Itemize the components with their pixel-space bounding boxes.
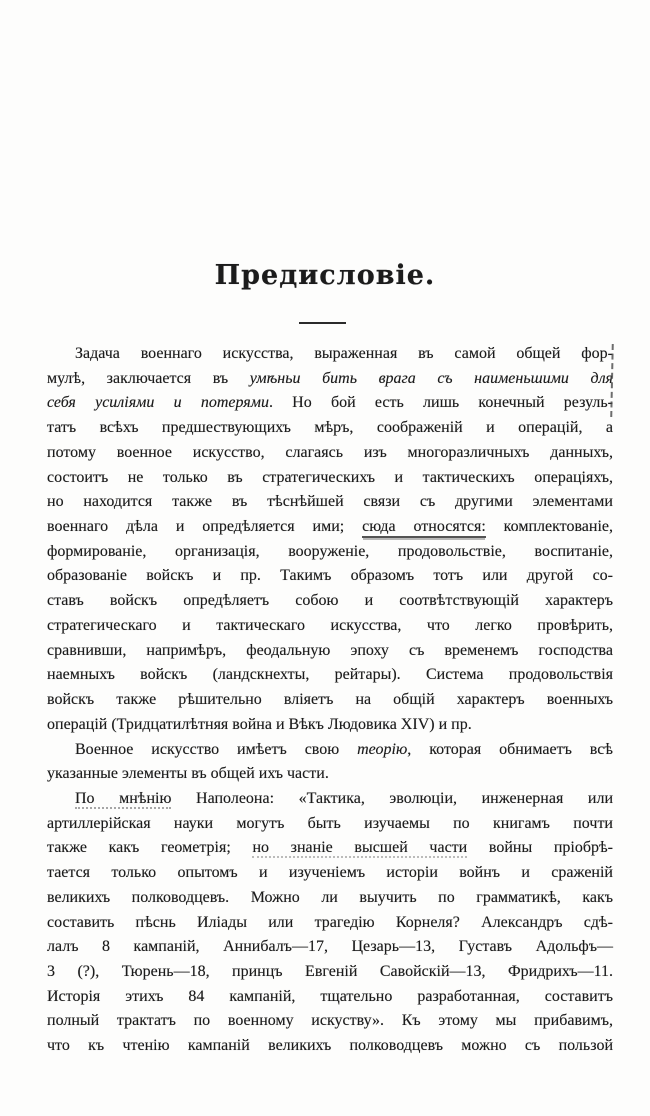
text-line — [47, 416, 613, 441]
text-segment: военнаго дѣла и опредѣляется ими; — [47, 518, 363, 536]
page-title: Предисловіе. — [214, 260, 436, 291]
text-line — [47, 1009, 613, 1034]
text-line — [47, 787, 613, 812]
text-segment: лалъ 8 кампаній, Аннибалъ—17, Цезарь—13, Густавъ Адольфъ— — [47, 938, 613, 956]
text-segment: Наполеона: «Тактика, эволюціи, инженерная или — [171, 789, 614, 807]
text-line — [47, 639, 613, 664]
text-segment: что къ чтенію кампаній великихъ полководцевъ можно съ пользой — [47, 1037, 613, 1055]
title-divider — [299, 322, 346, 324]
text-line — [47, 738, 613, 763]
text-segment: составить пѣснь Иліады или трагедію Корнеля? Александръ сдѣ- — [47, 913, 613, 931]
text-segment: Исторія этихъ 84 кампаній, тщательно разработанная, составитъ — [47, 987, 613, 1005]
text-segment: мулѣ, заключается въ — [47, 369, 250, 387]
text-segment: наемныхъ войскъ (ландскнехты, рейтары). Система продовольствія — [47, 666, 613, 684]
text-segment: 3 (?), Тюрень—18, принцъ Евгеній Савойскій—13, Фридрихъ—11. — [47, 962, 613, 980]
text-segment: Военное искусство имѣетъ свою — [75, 740, 358, 758]
text-segment: войскъ также рѣшительно вліяетъ на общій характеръ военныхъ — [47, 691, 613, 709]
text-line — [47, 490, 613, 515]
text-segment: . Но бой есть лишь конечный резуль- — [268, 394, 613, 412]
text-segment: комплектованіе, — [485, 518, 614, 536]
text-line — [47, 713, 613, 738]
pencil-marked-text: По мнѣнію — [75, 789, 172, 807]
text-segment: указанные элементы въ общей ихъ части. — [47, 765, 329, 783]
text-line — [47, 367, 613, 392]
text-line — [47, 762, 613, 787]
text-line — [47, 886, 613, 911]
pencil-marked-text: но знаніе высшей части — [252, 839, 468, 857]
pencil-margin-mark-icon — [610, 344, 614, 417]
text-line — [47, 960, 613, 985]
text-line — [47, 391, 613, 416]
text-segment: тается только опытомъ и изученіемъ исторіи войнъ и сраженій — [47, 864, 613, 882]
text-segment: Задача военнаго искусства, выраженная въ самой общей фор- — [75, 345, 613, 362]
text-segment: артиллерійская науки могутъ быть изучаемы по книгамъ почти — [47, 814, 613, 832]
text-segment: операцій (Тридцатилѣтняя война и Вѣкъ Людовика XIV) и пр. — [47, 715, 472, 733]
text-segment: потому военное искусство, слагаясь изъ многоразличныхъ данныхъ, — [47, 443, 613, 461]
text-line — [47, 688, 613, 713]
text-line — [47, 911, 613, 936]
text-segment: также какъ геометрія; — [47, 839, 253, 857]
pencil-marked-text: сюда относятся: — [362, 518, 486, 538]
text-segment: стратегическаго и тактическаго искусства, что легко провѣрить, — [47, 616, 613, 634]
text-segment: войны пріобрѣ- — [467, 839, 614, 857]
text-segment: но находится также въ тѣснѣйшей связи съ другими элементами — [47, 493, 613, 511]
text-segment: полный трактатъ по военному искуству». Къ этому мы прибавимъ, — [47, 1012, 613, 1030]
text-line — [47, 985, 613, 1010]
text-segment: ставъ войскъ опредѣляетъ собою и соотвѣтствующій характеръ — [47, 592, 613, 610]
text-line — [47, 812, 613, 837]
text-line — [47, 935, 613, 960]
text-line — [47, 836, 613, 861]
text-line — [47, 614, 613, 639]
text-segment: великихъ полководцевъ. Можно ли выучить по грамматикѣ, какъ — [47, 888, 613, 906]
text-line — [47, 861, 613, 886]
text-line — [47, 564, 613, 589]
text-line — [47, 589, 613, 614]
text-line — [47, 1034, 613, 1059]
page-body — [47, 342, 613, 1059]
text-line — [47, 342, 613, 367]
text-segment: состоитъ не только въ стратегическихъ и тактическихъ операціяхъ, — [47, 468, 613, 486]
text-line — [47, 663, 613, 688]
text-segment: образованіе войскъ и пр. Такимъ образомъ тотъ или другой со- — [47, 567, 613, 585]
text-line — [47, 540, 613, 565]
text-segment: формированіе, организація, вооруженіе, продовольствіе, воспитаніе, — [47, 542, 613, 560]
text-segment: , которая обнимаетъ всѣ — [407, 740, 613, 758]
pencil-marked-text: теорію — [357, 740, 408, 758]
text-line — [47, 466, 613, 491]
pencil-marked-text: себя усиліями и потерями — [47, 394, 269, 412]
text-line — [47, 515, 613, 540]
text-segment: татъ всѣхъ предшествующихъ мѣръ, соображеній и операцій, а — [47, 419, 613, 437]
text-line — [47, 441, 613, 466]
text-segment: сравнивши, напримѣръ, феодальную эпоху съ временемъ господства — [47, 641, 613, 659]
pencil-marked-text: умѣньи бить врага съ наименьшими для — [249, 369, 613, 387]
